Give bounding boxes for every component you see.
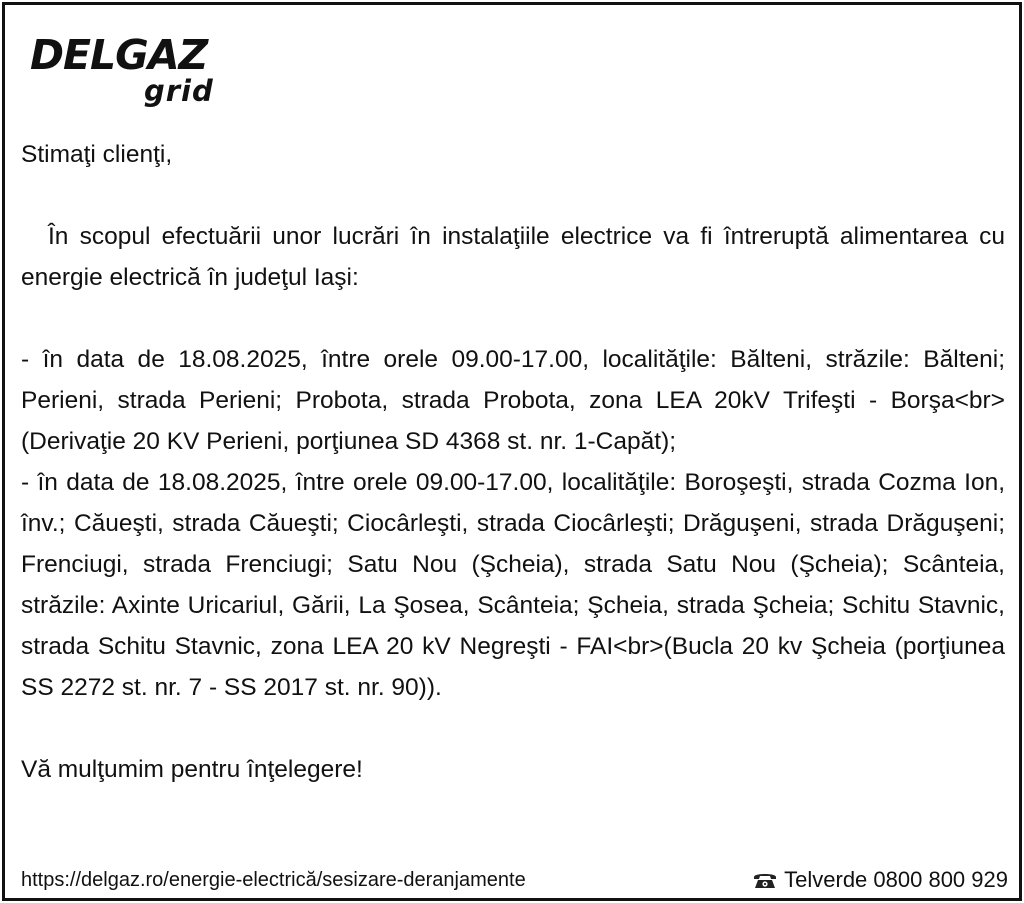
outage-item-2: - în data de 18.08.2025, între orele 09.00-17.00, localităţile: Boroşeşti, strada Cozma Ion, înv.; Căueşti, strada Căueşti; Ciocârleşti, strada Ciocârleşti; Drăguşeni, strada Drăguşeni; Frenciugi, strada Frenciugi; Satu Nou (Şcheia), strada Satu Nou (Şcheia); Scânteia, străzile: Axinte Uricariul, Gării, La Şosea, Scânteia; Şcheia, strada Şcheia; Schitu Stavnic, strada Schitu Stavnic, zona LEA 20 kV Negreşti - FAI<br>(Bucla 20 kv Şcheia (porţiunea SS 2272 st. nr. 7 - SS 2017 st. nr. 90)). [21, 469, 1005, 701]
notice-body [21, 134, 1005, 790]
spacer [21, 708, 1005, 749]
hotline [752, 865, 1008, 895]
fault-report-link[interactable]: https://delgaz.ro/energie-electrică/sesizare-deranjamente [21, 869, 526, 891]
delgaz-grid-logo [30, 33, 230, 109]
greeting: Stimaţi clienţi, [21, 141, 173, 168]
spacer [21, 298, 1005, 339]
hotline-number[interactable]: Telverde 0800 800 929 [784, 867, 1008, 892]
spacer [21, 175, 1005, 216]
telephone-icon [752, 870, 778, 890]
logo-main-text: DELGAZ [30, 31, 208, 79]
intro-paragraph: În scopul efectuării unor lucrări în instalaţiile electrice va fi întreruptă alimentarea cu energie electrică în judeţul Iaşi: [21, 223, 1005, 291]
logo-sub-text: grid [144, 74, 214, 108]
closing-line: Vă mulţumim pentru înţelegere! [21, 756, 363, 783]
outage-item-1: - în data de 18.08.2025, între orele 09.00-17.00, localităţile: Bălteni, străzile: Bălteni; Perieni, strada Perieni; Probota, strada Probota, zona LEA 20kV Trifeşti - Borşa<br>(Derivaţie 20 KV Perieni, porţiunea SD 4368 st. nr. 1-Capăt); [21, 346, 1005, 455]
notice-frame [2, 2, 1022, 901]
